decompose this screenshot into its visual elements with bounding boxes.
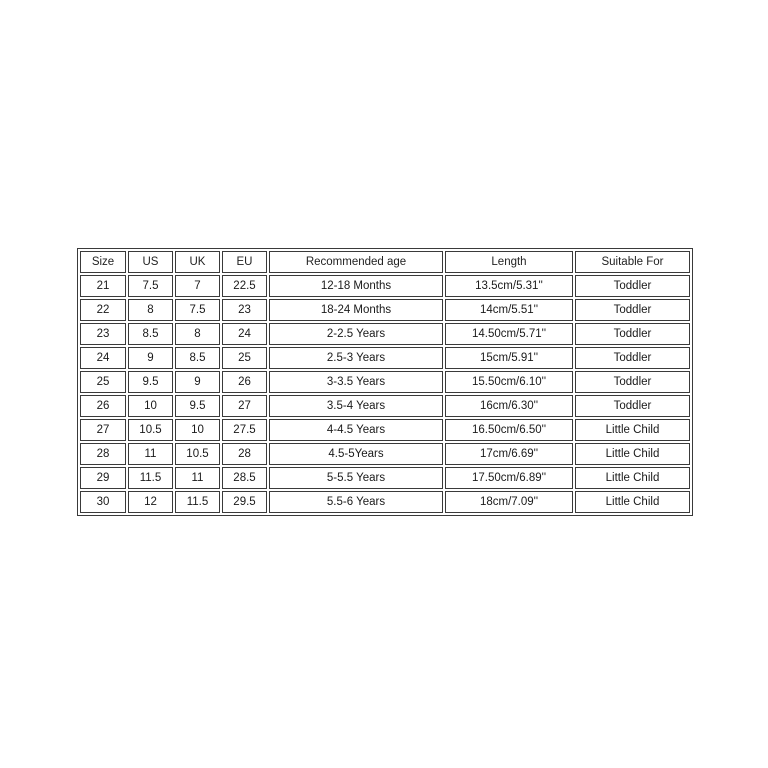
cell-recommended-age: 5.5-6 Years (269, 491, 443, 513)
cell-uk: 9.5 (175, 395, 220, 417)
cell-uk: 10 (175, 419, 220, 441)
cell-us: 8.5 (128, 323, 173, 345)
cell-suitable-for: Toddler (575, 371, 690, 393)
cell-size: 25 (80, 371, 126, 393)
cell-us: 10 (128, 395, 173, 417)
cell-recommended-age: 2.5-3 Years (269, 347, 443, 369)
table-body (80, 275, 690, 513)
cell-eu: 26 (222, 371, 267, 393)
cell-eu: 24 (222, 323, 267, 345)
cell-size: 28 (80, 443, 126, 465)
cell-recommended-age: 5-5.5 Years (269, 467, 443, 489)
cell-eu: 29.5 (222, 491, 267, 513)
cell-recommended-age: 12-18 Months (269, 275, 443, 297)
table-row (80, 419, 690, 441)
cell-length: 17.50cm/6.89'' (445, 467, 573, 489)
cell-suitable-for: Toddler (575, 347, 690, 369)
size-chart-table (77, 248, 693, 516)
header-us: US (128, 251, 173, 273)
header-length: Length (445, 251, 573, 273)
cell-us: 8 (128, 299, 173, 321)
cell-us: 11 (128, 443, 173, 465)
cell-suitable-for: Toddler (575, 323, 690, 345)
cell-us: 9.5 (128, 371, 173, 393)
table-row (80, 347, 690, 369)
table-row (80, 275, 690, 297)
cell-length: 16.50cm/6.50'' (445, 419, 573, 441)
cell-recommended-age: 4.5-5Years (269, 443, 443, 465)
cell-suitable-for: Toddler (575, 299, 690, 321)
header-size: Size (80, 251, 126, 273)
table-row (80, 395, 690, 417)
cell-uk: 9 (175, 371, 220, 393)
cell-uk: 11.5 (175, 491, 220, 513)
cell-length: 14.50cm/5.71'' (445, 323, 573, 345)
table-row (80, 299, 690, 321)
cell-us: 9 (128, 347, 173, 369)
table-row (80, 467, 690, 489)
cell-suitable-for: Little Child (575, 491, 690, 513)
cell-us: 11.5 (128, 467, 173, 489)
header-eu: EU (222, 251, 267, 273)
cell-uk: 7.5 (175, 299, 220, 321)
cell-suitable-for: Toddler (575, 395, 690, 417)
cell-length: 16cm/6.30'' (445, 395, 573, 417)
header-suitable-for: Suitable For (575, 251, 690, 273)
cell-length: 14cm/5.51'' (445, 299, 573, 321)
cell-eu: 22.5 (222, 275, 267, 297)
header-uk: UK (175, 251, 220, 273)
cell-recommended-age: 4-4.5 Years (269, 419, 443, 441)
cell-eu: 28.5 (222, 467, 267, 489)
cell-recommended-age: 3-3.5 Years (269, 371, 443, 393)
cell-length: 13.5cm/5.31'' (445, 275, 573, 297)
cell-uk: 8.5 (175, 347, 220, 369)
cell-us: 12 (128, 491, 173, 513)
cell-size: 27 (80, 419, 126, 441)
cell-eu: 27 (222, 395, 267, 417)
cell-eu: 28 (222, 443, 267, 465)
cell-length: 18cm/7.09'' (445, 491, 573, 513)
cell-size: 26 (80, 395, 126, 417)
cell-recommended-age: 3.5-4 Years (269, 395, 443, 417)
cell-suitable-for: Little Child (575, 467, 690, 489)
cell-uk: 7 (175, 275, 220, 297)
table-row (80, 323, 690, 345)
table-row (80, 443, 690, 465)
cell-uk: 11 (175, 467, 220, 489)
cell-uk: 8 (175, 323, 220, 345)
cell-suitable-for: Little Child (575, 419, 690, 441)
size-chart (77, 248, 691, 516)
cell-us: 10.5 (128, 419, 173, 441)
cell-uk: 10.5 (175, 443, 220, 465)
cell-recommended-age: 2-2.5 Years (269, 323, 443, 345)
cell-suitable-for: Toddler (575, 275, 690, 297)
cell-eu: 27.5 (222, 419, 267, 441)
cell-eu: 25 (222, 347, 267, 369)
cell-size: 29 (80, 467, 126, 489)
table-row (80, 371, 690, 393)
cell-recommended-age: 18-24 Months (269, 299, 443, 321)
cell-us: 7.5 (128, 275, 173, 297)
cell-size: 21 (80, 275, 126, 297)
cell-length: 15cm/5.91'' (445, 347, 573, 369)
cell-size: 23 (80, 323, 126, 345)
cell-size: 30 (80, 491, 126, 513)
header-recommended-age: Recommended age (269, 251, 443, 273)
cell-suitable-for: Little Child (575, 443, 690, 465)
table-header-row (80, 251, 690, 273)
cell-length: 15.50cm/6.10'' (445, 371, 573, 393)
cell-length: 17cm/6.69'' (445, 443, 573, 465)
cell-size: 24 (80, 347, 126, 369)
cell-size: 22 (80, 299, 126, 321)
table-row (80, 491, 690, 513)
cell-eu: 23 (222, 299, 267, 321)
